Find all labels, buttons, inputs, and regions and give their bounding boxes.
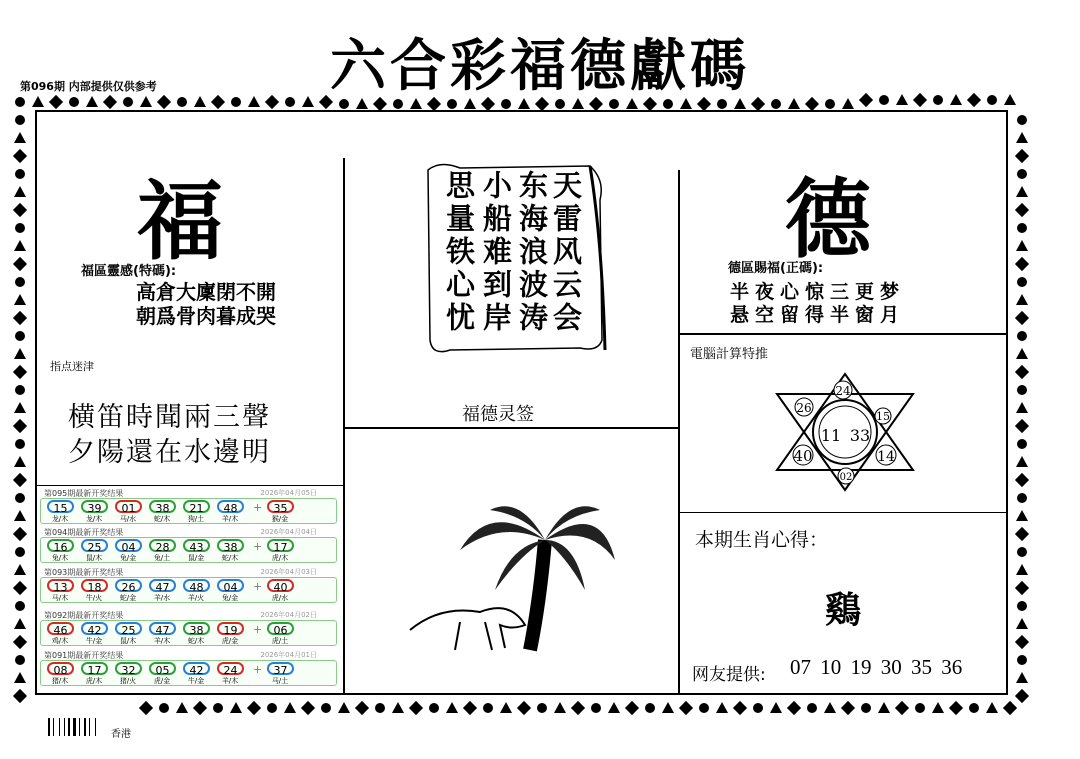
result-zodiac: 牛/火 <box>85 594 103 602</box>
de-big-char: 德 <box>785 169 871 270</box>
fu-line-2: 朝爲骨肉暮成哭 <box>136 304 276 328</box>
poem-column-1: 天雷风云会 <box>549 170 583 335</box>
result-zodiac: 羊/木 <box>221 515 239 523</box>
result-zodiac: 兔/金 <box>119 554 137 562</box>
divider <box>343 158 345 694</box>
star-number: 24 <box>835 384 851 398</box>
de-line-2: 悬空留得半窗月 <box>730 304 906 326</box>
result-ball: 08 <box>47 662 74 675</box>
result-date: 2026年04月04日 <box>260 528 317 536</box>
result-zodiac: 猪/木 <box>51 677 69 685</box>
result-special-zodiac: 虎/土 <box>271 637 289 645</box>
result-special-zodiac: 虎/木 <box>271 554 289 562</box>
result-zodiac: 马/水 <box>119 515 137 523</box>
result-ball: 25 <box>81 539 108 552</box>
plus-sign: + <box>253 501 263 514</box>
result-special-zodiac: 虎/水 <box>271 594 289 602</box>
result-ball: 47 <box>149 622 176 635</box>
result-date: 2026年04月01日 <box>260 651 317 659</box>
result-ball: 32 <box>115 662 142 675</box>
result-ball: 47 <box>149 579 176 592</box>
result-row <box>40 488 337 522</box>
star-diagram <box>770 370 920 495</box>
result-zodiac: 兔/土 <box>153 554 171 562</box>
result-zodiac: 鸡/木 <box>51 637 69 645</box>
result-ball: 24 <box>217 662 244 675</box>
result-ball: 04 <box>217 579 244 592</box>
issue-label: 第096期 内部提供仅供参考 <box>20 80 157 93</box>
result-row <box>40 567 337 601</box>
result-ball: 42 <box>81 622 108 635</box>
de-line-1: 半夜心惊三更梦 <box>730 281 906 303</box>
result-ball: 25 <box>115 622 142 635</box>
result-box <box>40 577 337 603</box>
result-ball: 38 <box>217 539 244 552</box>
result-ball: 19 <box>217 622 244 635</box>
result-title: 第093期最新开奖结果 <box>44 568 124 577</box>
star-number: 15 <box>876 410 890 423</box>
divider <box>345 427 678 429</box>
star-number: 11 <box>820 426 842 445</box>
result-zodiac: 蛇/木 <box>187 637 205 645</box>
result-title: 第091期最新开奖结果 <box>44 651 124 660</box>
result-ball: 48 <box>217 500 244 513</box>
result-ball: 01 <box>115 500 142 513</box>
result-special-ball: 37 <box>267 662 294 675</box>
result-box <box>40 498 337 524</box>
result-zodiac: 鼠/木 <box>85 554 103 562</box>
result-special-zodiac: 马/土 <box>271 677 289 685</box>
result-zodiac: 马/木 <box>51 594 69 602</box>
zodiac-animal: 鷄 <box>825 589 862 631</box>
result-ball: 17 <box>81 662 108 675</box>
fu-line-1: 高倉大廩閉不開 <box>136 280 276 304</box>
result-ball: 46 <box>47 622 74 635</box>
divider <box>37 485 343 486</box>
fu-big-char: 福 <box>137 171 223 272</box>
plus-sign: + <box>253 540 263 553</box>
result-ball: 16 <box>47 539 74 552</box>
result-ball: 48 <box>183 579 210 592</box>
result-ball: 26 <box>115 579 142 592</box>
poem-caption: 福德灵签 <box>462 404 534 425</box>
result-special-ball: 06 <box>267 622 294 635</box>
result-ball: 38 <box>183 622 210 635</box>
hint-label: 指点迷津 <box>50 360 94 373</box>
result-box <box>40 660 337 686</box>
barcode <box>48 718 108 740</box>
result-zodiac: 蛇/木 <box>153 515 171 523</box>
result-title: 第095期最新开奖结果 <box>44 489 124 498</box>
result-zodiac: 牛/金 <box>85 637 103 645</box>
result-row <box>40 610 337 644</box>
result-special-ball: 17 <box>267 539 294 552</box>
result-row <box>40 527 337 561</box>
star-number: 33 <box>849 426 871 445</box>
result-zodiac: 羊/木 <box>153 637 171 645</box>
result-box <box>40 537 337 563</box>
result-title: 第092期最新开奖结果 <box>44 611 124 620</box>
result-row <box>40 650 337 684</box>
poem-column-4: 思量铁心忧 <box>442 170 476 335</box>
provider-label: 网友提供: <box>692 665 766 685</box>
result-zodiac: 虎/金 <box>153 677 171 685</box>
result-zodiac: 牛/金 <box>187 677 205 685</box>
page-title: 六合彩福德獻碼 <box>330 33 750 99</box>
result-box <box>40 620 337 646</box>
result-date: 2026年04月03日 <box>260 568 317 576</box>
de-label: 德區賜福(正碼): <box>728 261 824 276</box>
star-number: 26 <box>796 401 812 415</box>
plus-sign: + <box>253 623 263 636</box>
result-zodiac: 鼠/木 <box>119 637 137 645</box>
result-zodiac: 羊/木 <box>221 677 239 685</box>
result-zodiac: 虎/金 <box>221 637 239 645</box>
poem-column-3: 小船难到岸 <box>479 170 513 335</box>
divider <box>678 170 680 694</box>
result-date: 2026年04月02日 <box>260 611 317 619</box>
fu-label: 福區靈感(特碼): <box>81 264 177 279</box>
result-title: 第094期最新开奖结果 <box>44 528 124 537</box>
plus-sign: + <box>253 580 263 593</box>
result-special-ball: 35 <box>267 500 294 513</box>
result-zodiac: 虎/木 <box>85 677 103 685</box>
result-zodiac: 兔/木 <box>51 554 69 562</box>
result-ball: 42 <box>183 662 210 675</box>
divider <box>680 333 1008 335</box>
star-number: 40 <box>793 447 813 465</box>
palm-tree-illustration <box>400 500 630 670</box>
result-zodiac: 鼠/金 <box>187 554 205 562</box>
result-zodiac: 狗/土 <box>187 515 205 523</box>
result-ball: 39 <box>81 500 108 513</box>
divider <box>680 512 1008 513</box>
result-zodiac: 羊/火 <box>187 594 205 602</box>
hint-line-1: 横笛時聞兩三聲 <box>68 402 271 433</box>
result-special-ball: 40 <box>267 579 294 592</box>
result-special-zodiac: 猴/金 <box>271 515 289 523</box>
zodiac-label: 本期生肖心得： <box>695 529 829 551</box>
result-ball: 21 <box>183 500 210 513</box>
result-ball: 28 <box>149 539 176 552</box>
hint-line-2: 夕陽還在水邊明 <box>68 437 271 468</box>
result-ball: 13 <box>47 579 74 592</box>
provider-numbers: 07 10 19 30 35 36 <box>790 655 963 679</box>
result-ball: 04 <box>115 539 142 552</box>
result-ball: 38 <box>149 500 176 513</box>
result-ball: 18 <box>81 579 108 592</box>
star-label: 電腦計算特推 <box>690 347 769 362</box>
result-zodiac: 蛇/金 <box>119 594 137 602</box>
result-zodiac: 羊/水 <box>153 594 171 602</box>
result-zodiac: 龙/木 <box>85 515 103 523</box>
result-zodiac: 龙/木 <box>51 515 69 523</box>
star-number: 02 <box>839 472 853 483</box>
poem-column-2: 东海浪波涛 <box>515 170 549 335</box>
result-ball: 15 <box>47 500 74 513</box>
result-date: 2026年04月05日 <box>260 489 317 497</box>
result-zodiac: 蛇/木 <box>221 554 239 562</box>
plus-sign: + <box>253 663 263 676</box>
result-ball: 43 <box>183 539 210 552</box>
result-zodiac: 猪/火 <box>119 677 137 685</box>
result-ball: 05 <box>149 662 176 675</box>
result-zodiac: 兔/金 <box>221 594 239 602</box>
region-label: 香港 <box>111 729 131 740</box>
star-number: 14 <box>877 449 895 465</box>
